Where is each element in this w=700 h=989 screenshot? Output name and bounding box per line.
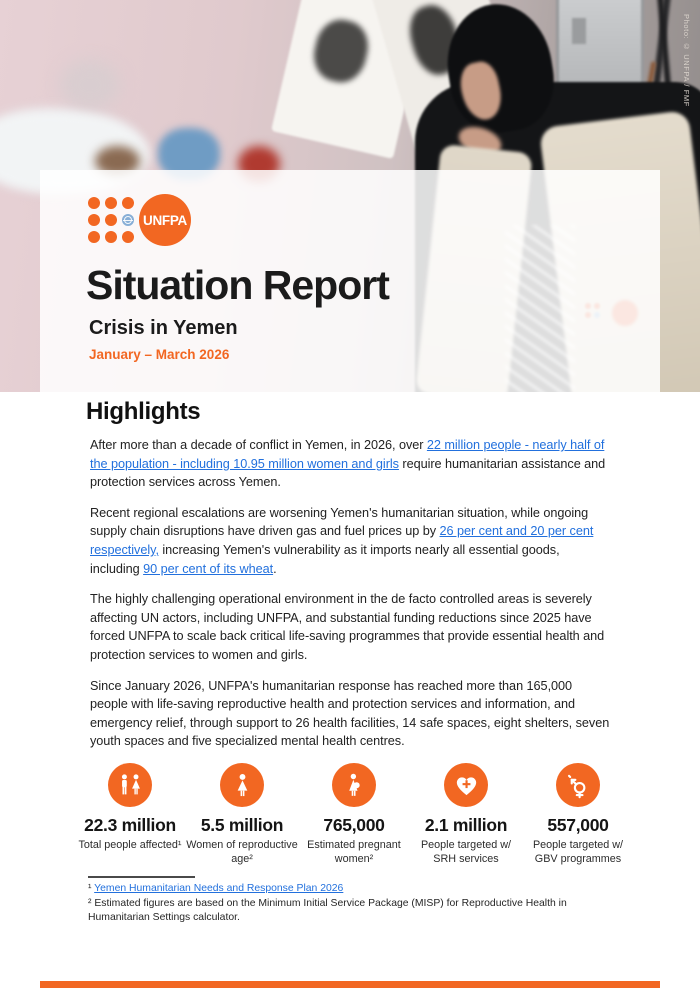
text-segment: The highly challenging operational environment in the de facto controlled areas is severely affecting UN actors, including UNFPA, and substantial funding reductions since 2025 have forced UNFPA to scale back critical life-saving programmes that provide essential health and protection services to women and girls. xyxy=(90,592,605,662)
inline-link[interactable]: Yemen Humanitarian Needs and Response Plan 2026 xyxy=(94,883,344,894)
heart-plus-icon xyxy=(444,763,488,807)
text-segment: ¹ xyxy=(88,883,95,894)
key-figures-row xyxy=(74,763,634,866)
highlights-heading: Highlights xyxy=(86,398,201,425)
report-period: January – March 2026 xyxy=(89,347,230,362)
text-segment: require humanitarian assistance and protection services across Yemen. xyxy=(90,456,606,490)
highlights-body xyxy=(90,436,610,763)
unfpa-logo-dots xyxy=(88,197,134,243)
stat-total-people xyxy=(74,763,186,866)
logo-dot xyxy=(105,197,117,209)
text-segment: Since January 2026, UNFPA's humanitarian response has reached more than 165,000 people with life-saving reproductive health and protection services and information, and emergency relief, through support to 26 health facilities, 14 safe spaces, eight shelters, seven youth spaces and five specialized mental health centres. xyxy=(90,678,610,749)
logo-dot xyxy=(105,231,117,243)
stat-value: 765,000 xyxy=(323,815,385,835)
unfpa-logo-circle: UNFPA xyxy=(139,194,191,246)
unfpa-logo xyxy=(88,194,191,246)
logo-dot xyxy=(88,197,100,209)
page-title: Situation Report xyxy=(86,262,389,308)
paragraph xyxy=(90,436,610,492)
stat-srh-services xyxy=(410,763,522,866)
page-subtitle: Crisis in Yemen xyxy=(89,317,238,339)
footnote-divider xyxy=(88,876,195,878)
footnote-1 xyxy=(88,882,618,897)
logo-dot xyxy=(122,231,134,243)
inline-link[interactable]: 22 million people - nearly half of the population - including 10.95 million women and girls xyxy=(90,438,605,471)
inline-link[interactable]: 26 per cent and 20 per cent respectively, xyxy=(90,524,594,557)
stat-value: 557,000 xyxy=(547,815,609,835)
stat-label: People targeted w/ SRH services xyxy=(420,839,512,865)
logo-dot xyxy=(105,214,117,226)
un-emblem-icon xyxy=(122,214,134,226)
stat-value: 2.1 million xyxy=(424,815,508,835)
logo-dot xyxy=(88,231,100,243)
stat-label: Women of reproductive age² xyxy=(186,839,298,865)
paragraph xyxy=(90,504,610,578)
title-card xyxy=(40,170,660,392)
text-segment: increasing Yemen's vulnerability as it imports nearly all essential goods, including xyxy=(90,542,560,576)
stat-value: 5.5 million xyxy=(200,815,284,835)
people-icon xyxy=(108,763,152,807)
footnote-2 xyxy=(88,897,618,926)
stat-label: Total people affected¹ xyxy=(78,839,182,851)
text-segment: . xyxy=(273,561,277,576)
text-segment: After more than a decade of conflict in Yemen, in 2026, over xyxy=(90,438,427,452)
inline-link[interactable]: 90 per cent of its wheat xyxy=(143,561,274,576)
photo-credit: Photo: © UNFPA / FMF xyxy=(682,14,691,107)
stat-women-reproductive-age xyxy=(186,763,298,866)
wall-stain xyxy=(60,60,120,110)
stat-gbv-programmes xyxy=(522,763,634,866)
logo-dot xyxy=(88,214,100,226)
equipment-slot xyxy=(572,18,586,44)
stat-label: Estimated pregnant women² xyxy=(307,839,401,865)
woman-icon xyxy=(220,763,264,807)
stat-label: People targeted w/ GBV programmes xyxy=(532,839,624,865)
footnotes xyxy=(88,882,618,926)
paragraph xyxy=(90,677,610,751)
stat-pregnant-women xyxy=(298,763,410,866)
paragraph xyxy=(90,590,610,664)
logo-dot xyxy=(122,197,134,209)
footer-accent-bar xyxy=(40,981,660,988)
text-segment: ² Estimated figures are based on the Minimum Initial Service Package (MISP) for Reproductive Health in Humanitarian Settings calculator. xyxy=(88,897,567,924)
stat-value: 22.3 million xyxy=(84,815,176,835)
pregnant-woman-icon xyxy=(332,763,376,807)
text-segment: Recent regional escalations are worsening Yemen's humanitarian situation, while ongoing supply chain disruptions have driven gas and fuel prices up by xyxy=(90,505,589,539)
gender-symbol-icon xyxy=(556,763,600,807)
